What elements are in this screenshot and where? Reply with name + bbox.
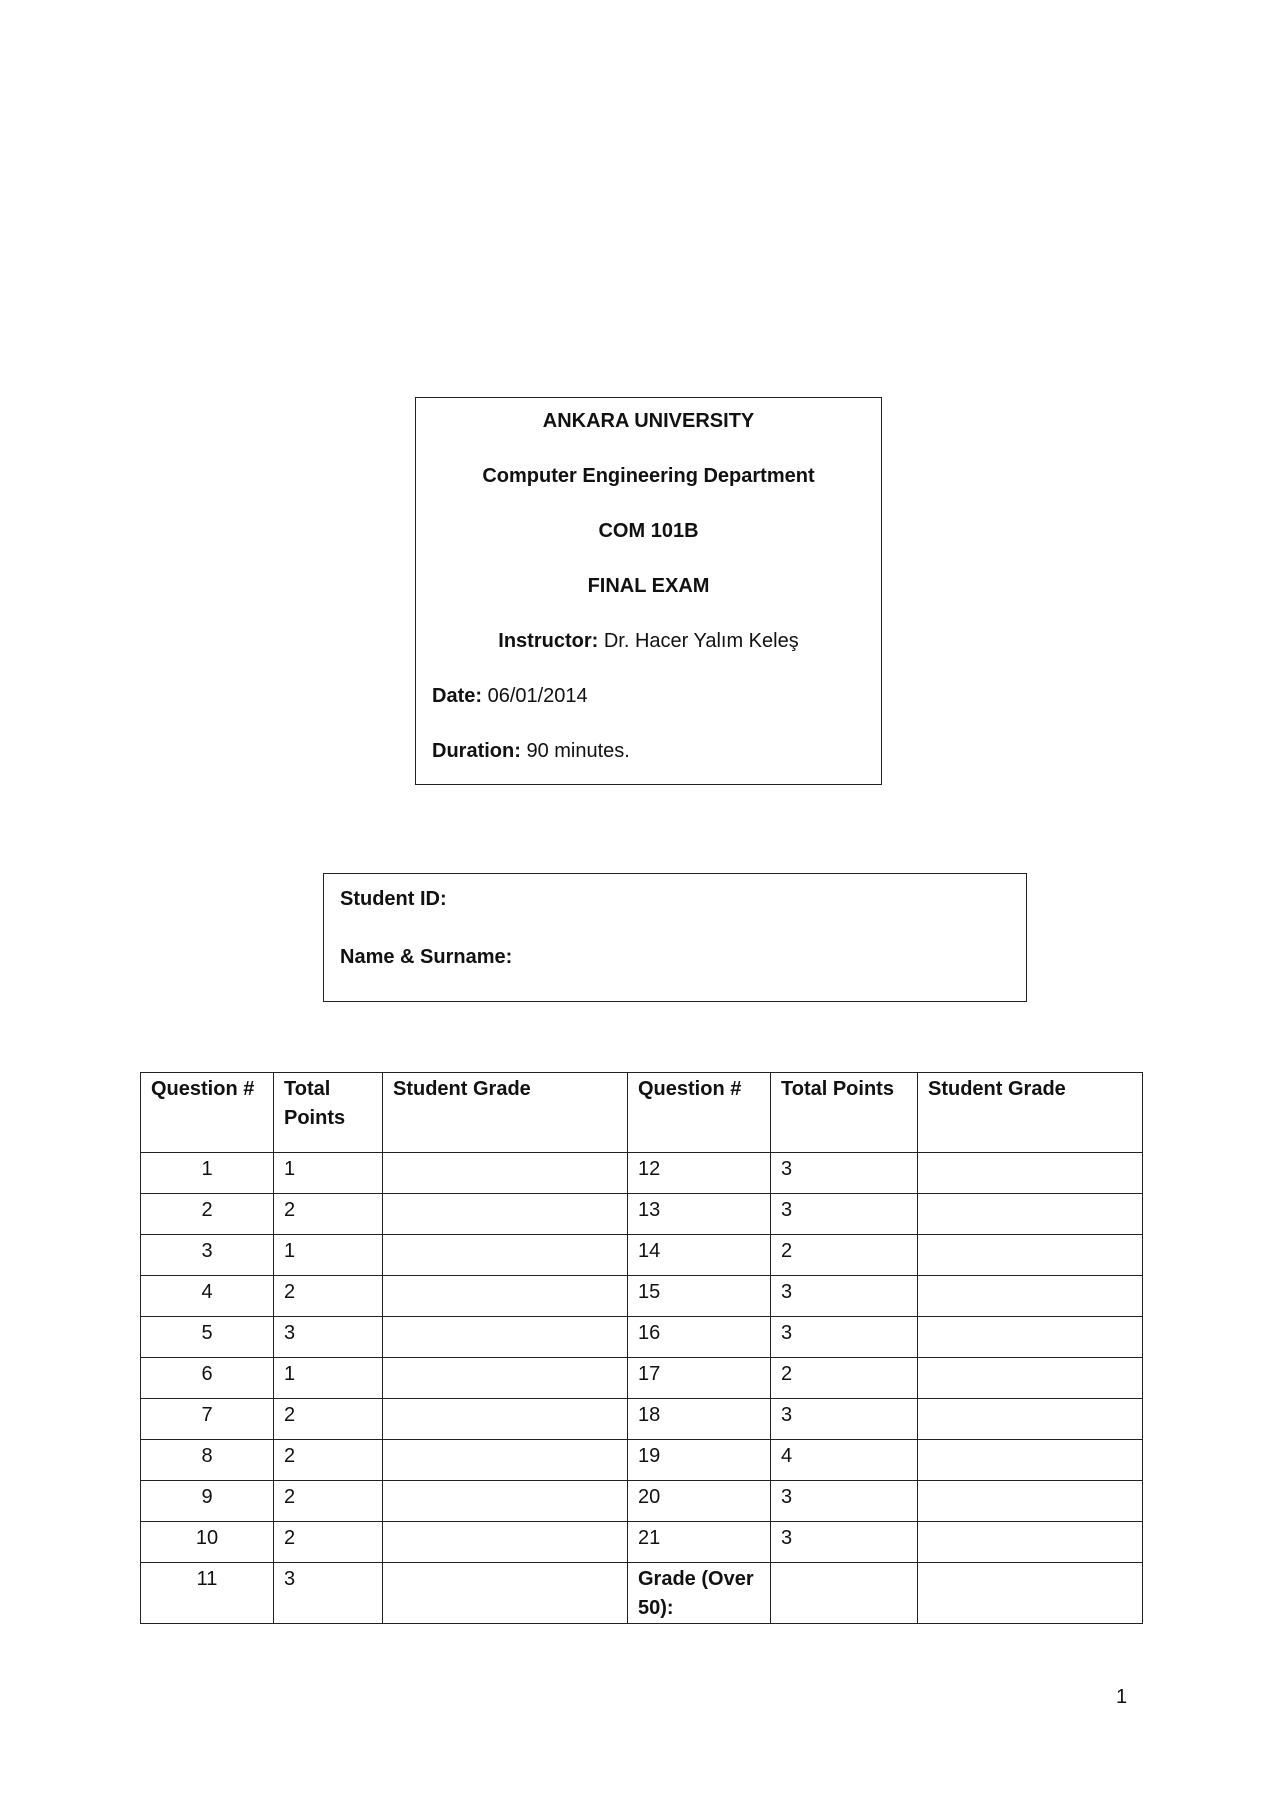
question-number: 2 (141, 1194, 274, 1235)
question-number: 15 (628, 1276, 771, 1317)
total-points: 2 (274, 1481, 383, 1522)
instructor-line (416, 628, 881, 654)
student-grade-cell (918, 1235, 1143, 1276)
total-points: 3 (771, 1194, 918, 1235)
student-grade-cell (383, 1522, 628, 1563)
instructor-label: Instructor: (498, 630, 599, 652)
question-number: 4 (141, 1276, 274, 1317)
grades-table (140, 1072, 1143, 1624)
question-number: 19 (628, 1440, 771, 1481)
table-row (141, 1276, 1143, 1317)
question-number: 17 (628, 1358, 771, 1399)
total-points: 3 (771, 1276, 918, 1317)
duration-value: 90 minutes. (526, 740, 630, 762)
question-number: 8 (141, 1440, 274, 1481)
header-question-2: Question # (628, 1073, 771, 1153)
table-row (141, 1235, 1143, 1276)
question-number: 1 (141, 1153, 274, 1194)
date-label: Date: (432, 685, 483, 707)
question-number: 12 (628, 1153, 771, 1194)
student-grade-cell (383, 1399, 628, 1440)
student-grade-cell (918, 1317, 1143, 1358)
student-grade-cell (918, 1522, 1143, 1563)
table-row (141, 1317, 1143, 1358)
student-grade-cell (918, 1153, 1143, 1194)
student-grade-cell (383, 1317, 628, 1358)
table-row (141, 1522, 1143, 1563)
question-number: 9 (141, 1481, 274, 1522)
date-line (432, 683, 588, 709)
date-value: 06/01/2014 (487, 685, 588, 707)
total-points: 3 (274, 1317, 383, 1358)
student-grade-cell (383, 1235, 628, 1276)
total-points: 3 (771, 1153, 918, 1194)
total-points: 2 (274, 1194, 383, 1235)
total-points: 1 (274, 1153, 383, 1194)
department-name: Computer Engineering Department (482, 465, 815, 487)
total-points: 4 (771, 1440, 918, 1481)
table-row (141, 1481, 1143, 1522)
name-surname-label: Name & Surname: (340, 946, 513, 968)
header-student-grade-2: Student Grade (918, 1073, 1143, 1153)
total-points (771, 1563, 918, 1624)
student-grade-cell (918, 1481, 1143, 1522)
grade-over-50-label: Grade (Over 50): (628, 1563, 771, 1624)
total-points: 2 (771, 1358, 918, 1399)
student-grade-cell (383, 1440, 628, 1481)
header-total-points-2: Total Points (771, 1073, 918, 1153)
question-number: 21 (628, 1522, 771, 1563)
total-points: 3 (771, 1317, 918, 1358)
question-number: 7 (141, 1399, 274, 1440)
table-row (141, 1194, 1143, 1235)
table-row (141, 1563, 1143, 1624)
header-student-grade-1: Student Grade (383, 1073, 628, 1153)
table-row (141, 1153, 1143, 1194)
total-points: 1 (274, 1235, 383, 1276)
question-number: 3 (141, 1235, 274, 1276)
duration-line (432, 738, 630, 764)
student-grade-cell (918, 1440, 1143, 1481)
header-question-1: Question # (141, 1073, 274, 1153)
question-number: 11 (141, 1563, 274, 1624)
table-row (141, 1440, 1143, 1481)
question-number: 10 (141, 1522, 274, 1563)
university-name: ANKARA UNIVERSITY (542, 410, 755, 432)
total-points: 3 (771, 1522, 918, 1563)
instructor-value: Dr. Hacer Yalım Keleş (603, 630, 799, 652)
course-code: COM 101B (598, 520, 699, 542)
final-grade-cell (918, 1563, 1143, 1624)
question-number: 5 (141, 1317, 274, 1358)
question-number: 13 (628, 1194, 771, 1235)
student-grade-cell (918, 1399, 1143, 1440)
question-number: 14 (628, 1235, 771, 1276)
question-number: 20 (628, 1481, 771, 1522)
student-grade-cell (918, 1276, 1143, 1317)
total-points: 3 (771, 1481, 918, 1522)
total-points: 2 (771, 1235, 918, 1276)
exam-title: FINAL EXAM (587, 575, 710, 597)
table-row (141, 1358, 1143, 1399)
duration-label: Duration: (432, 740, 521, 762)
total-points: 3 (771, 1399, 918, 1440)
question-number: 16 (628, 1317, 771, 1358)
student-grade-cell (383, 1276, 628, 1317)
total-points: 1 (274, 1358, 383, 1399)
student-grade-cell (383, 1358, 628, 1399)
question-number: 6 (141, 1358, 274, 1399)
student-grade-cell (383, 1194, 628, 1235)
total-points: 3 (274, 1563, 383, 1624)
student-info-box (323, 873, 1027, 1002)
page-number: 1 (1116, 1686, 1128, 1708)
header-total-points-1: Total Points (274, 1073, 383, 1153)
student-grade-cell (918, 1358, 1143, 1399)
question-number: 18 (628, 1399, 771, 1440)
total-points: 2 (274, 1276, 383, 1317)
table-header-row (141, 1073, 1143, 1153)
table-row (141, 1399, 1143, 1440)
student-grade-cell (383, 1563, 628, 1624)
student-grade-cell (918, 1194, 1143, 1235)
student-grade-cell (383, 1481, 628, 1522)
exam-header-box (415, 397, 882, 785)
total-points: 2 (274, 1522, 383, 1563)
total-points: 2 (274, 1399, 383, 1440)
total-points: 2 (274, 1440, 383, 1481)
student-grade-cell (383, 1153, 628, 1194)
student-id-label: Student ID: (340, 888, 447, 910)
